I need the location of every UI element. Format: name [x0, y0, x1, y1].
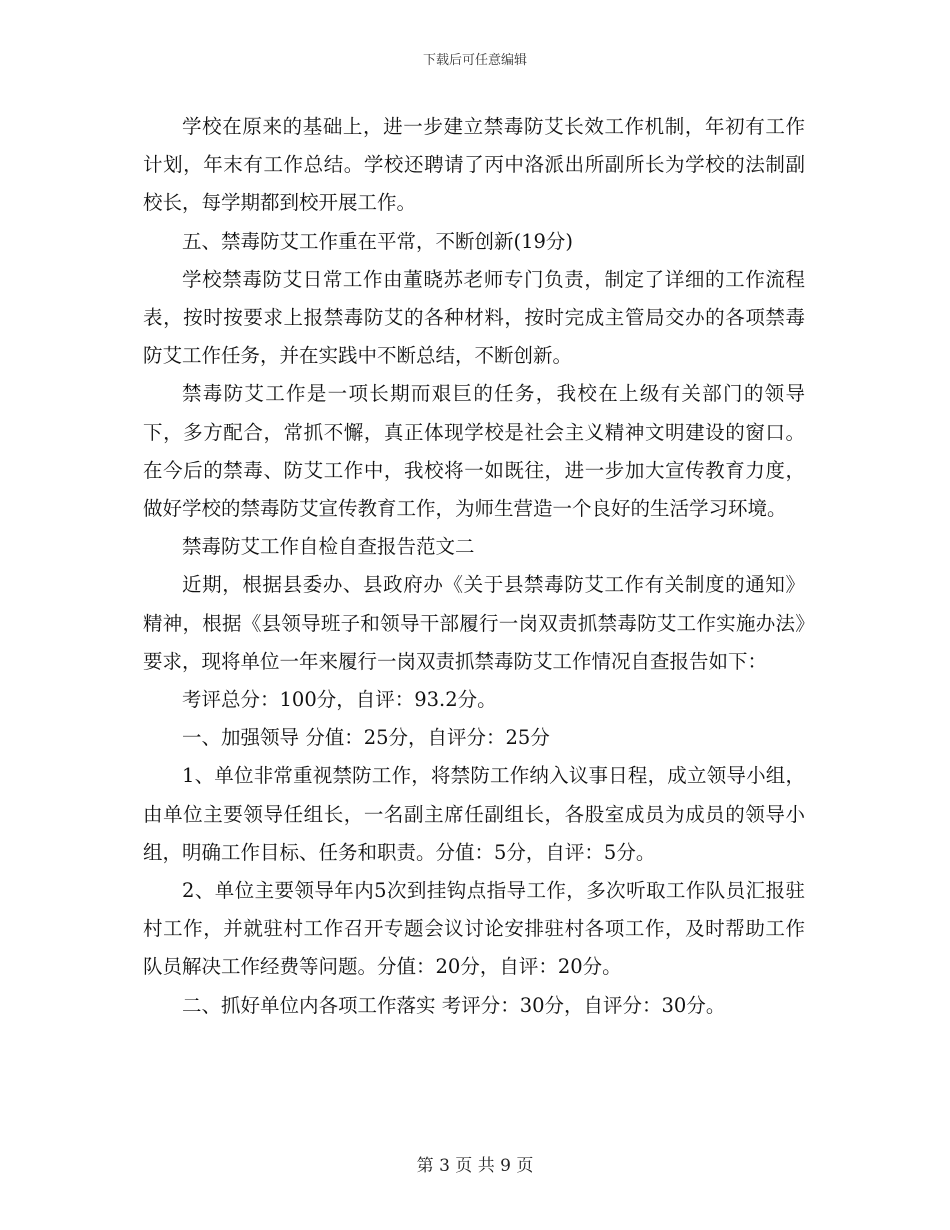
paragraph: 2、单位主要领导年内5次到挂钩点指导工作，多次听取工作队员汇报驻村工作，并就驻村工作召开专题会议讨论安排驻村各项工作，及时帮助工作队员解决工作经费等问题。分值：20分，自评：20分。	[143, 879, 805, 979]
paragraph: 禁毒防艾工作是一项长期而艰巨的任务，我校在上级有关部门的领导下，多方配合，常抓不懈，真正体现学校是社会主义精神文明建设的窗口。在今后的禁毒、防艾工作中，我校将一如既往，进一步加大宣传教育力度，做好学校的禁毒防艾宣传教育工作，为师生营造一个良好的生活学习环境。	[143, 382, 805, 521]
paragraph: 学校在原来的基础上，进一步建立禁毒防艾长效工作机制，年初有工作计划，年末有工作总结。学校还聘请了丙中洛派出所副所长为学校的法制副校长，每学期都到校开展工作。	[143, 115, 805, 215]
document-subtitle: 禁毒防艾工作自检自查报告范文二	[182, 535, 475, 559]
page-number: 第 3 页 共 9 页	[416, 1156, 534, 1176]
paragraph: 1、单位非常重视禁防工作，将禁防工作纳入议事日程，成立领导小组，由单位主要领导任组长，一名副主席任副组长，各股室成员为成员的领导小组，明确工作目标、任务和职责。分值：5分，自评：5分。	[143, 764, 805, 864]
section-heading: 五、禁毒防艾工作重在平常，不断创新(19分)	[182, 229, 574, 253]
document-body	[143, 108, 805, 1025]
paragraph: 学校禁毒防艾日常工作由董晓苏老师专门负责，制定了详细的工作流程表，按时按要求上报禁毒防艾的各种材料，按时完成主管局交办的各项禁毒防艾工作任务，并在实践中不断总结，不断创新。	[143, 267, 805, 368]
section-heading: 二、抓好单位内各项工作落实 考评分：30分，自评分：30分。	[182, 993, 726, 1017]
page-header-note: 下载后可任意编辑	[422, 53, 527, 68]
score-summary: 考评总分：100分，自评：93.2分。	[182, 688, 497, 712]
section-heading: 一、加强领导 分值：25分，自评分：25分	[182, 726, 550, 750]
paragraph: 近期，根据县委办、县政府办《关于县禁毒防艾工作有关制度的通知》精神，根据《县领导班子和领导干部履行一岗双责抓禁毒防艾工作实施办法》要求，现将单位一年来履行一岗双责抓禁毒防艾工作情况自查报告如下：	[143, 573, 805, 673]
